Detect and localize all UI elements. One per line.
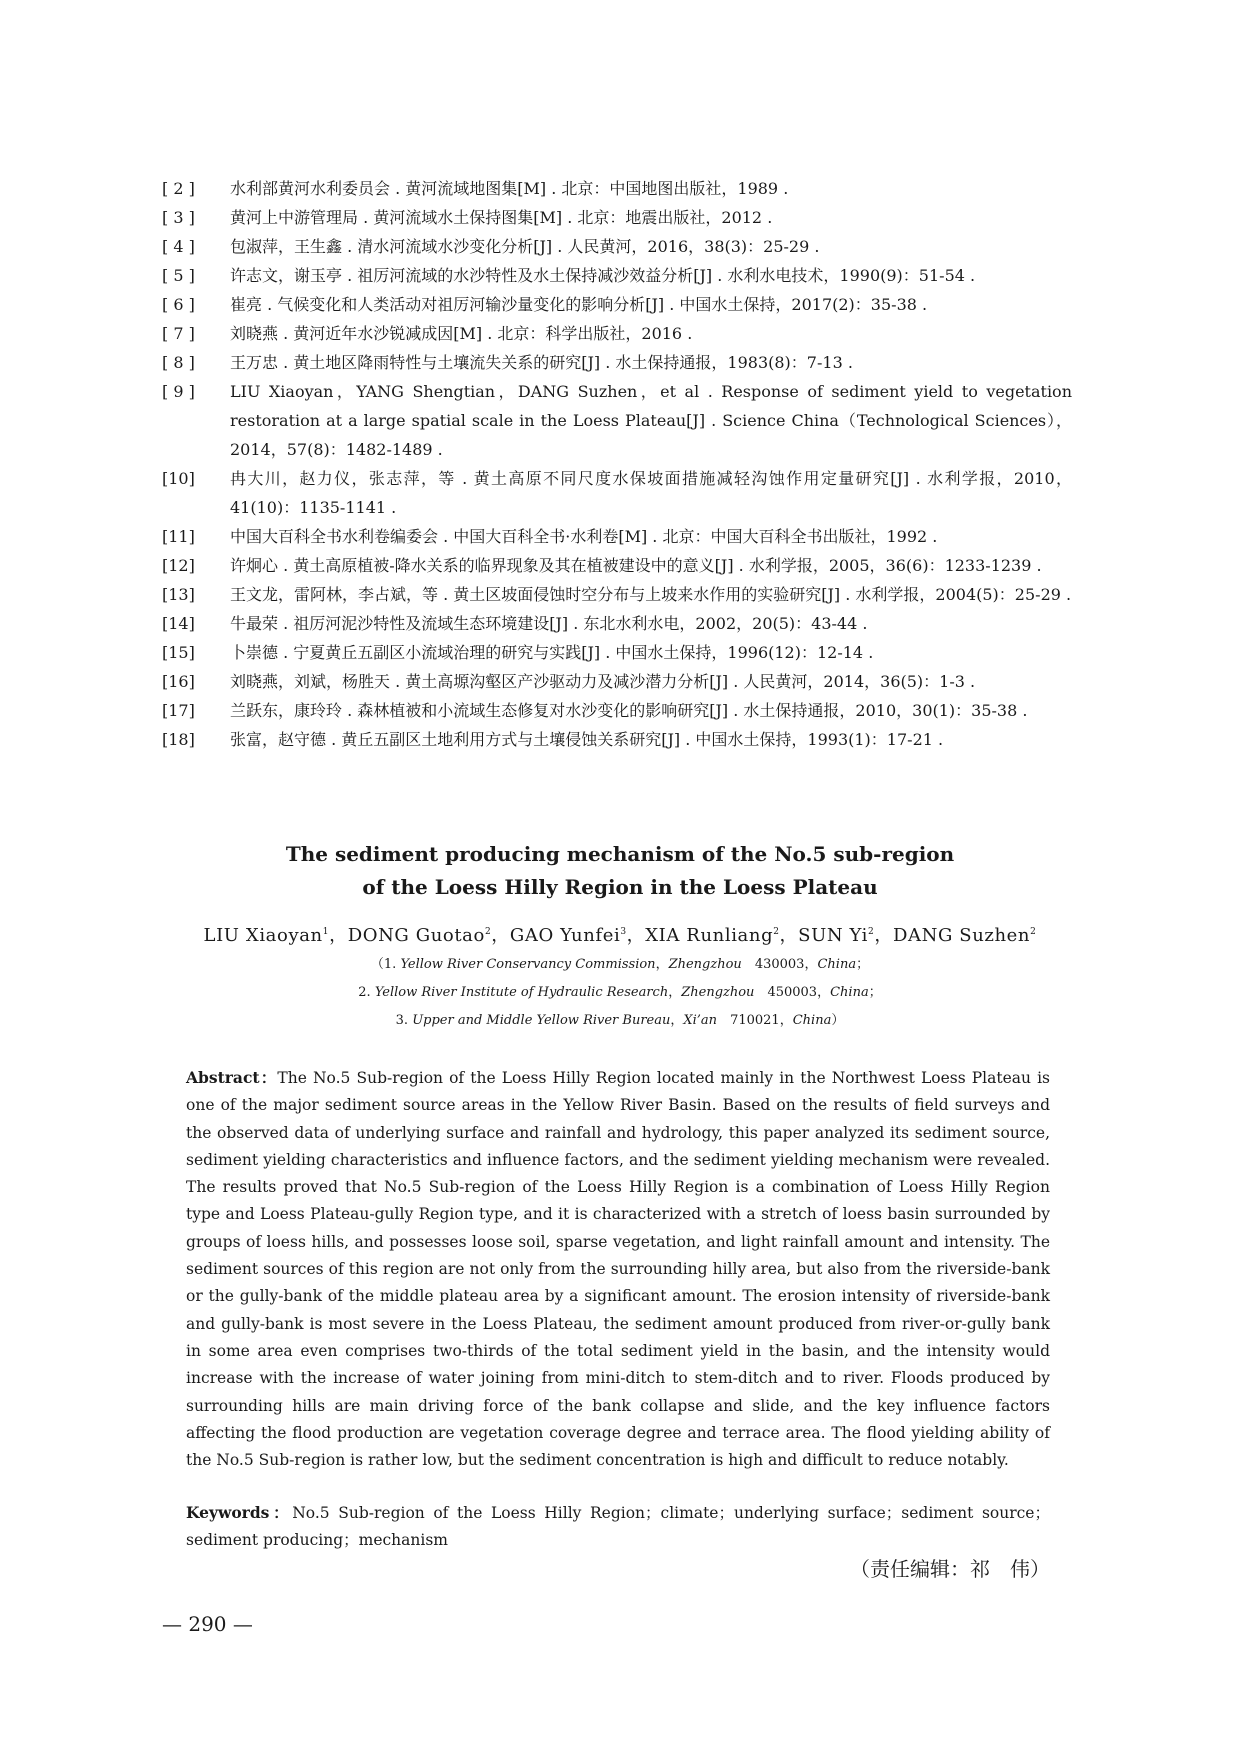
reference-text: 王文龙，雷阿林，李占斌，等 . 黄土区坡面侵蚀时空分布与上坡来水作用的实验研究[J] . 水利学报，2004(5)：25-29 . bbox=[230, 585, 1072, 604]
reference-item bbox=[162, 174, 1072, 203]
affiliation-end: ） bbox=[831, 1013, 845, 1028]
affiliation-name: Upper and Middle Yellow River Bureau bbox=[412, 1013, 671, 1028]
affiliation-prefix: 2. bbox=[358, 985, 375, 1000]
reference-number: [ 2 ] bbox=[162, 179, 195, 198]
affiliation-name: Yellow River Conservancy Commission bbox=[400, 957, 656, 972]
reference-number: [ 4 ] bbox=[162, 237, 195, 256]
author-separator: ， bbox=[779, 925, 799, 946]
reference-item bbox=[162, 522, 1072, 551]
reference-list bbox=[162, 174, 1072, 754]
author-affiliation-mark: 2 bbox=[773, 927, 780, 937]
author-affiliation-mark: 3 bbox=[620, 927, 627, 937]
english-title-line-1: The sediment producing mechanism of the No.5 sub-region bbox=[285, 842, 955, 866]
reference-number: [16] bbox=[162, 672, 195, 691]
author-separator: ， bbox=[626, 925, 646, 946]
affiliation-country: China bbox=[792, 1013, 832, 1028]
author-name: LIU Xiaoyan bbox=[203, 925, 323, 946]
author-list bbox=[0, 921, 1240, 947]
author-name: DANG Suzhen bbox=[892, 925, 1031, 946]
reference-item bbox=[162, 580, 1072, 609]
author-separator: ， bbox=[329, 925, 348, 946]
abstract-text: The No.5 Sub-region of the Loess Hilly Region located mainly in the Northwest Loess Plateau is one of the major sediment source areas in the Yellow River Basin. Based on the results of field surveys and the observed data of underlying surface and rainfall and hydrology, this paper analyzed its sediment source, sediment yielding characteristics and influence factors, and the sediment yielding mechanism were revealed. The results proved that No.5 Sub-region of the Loess Hilly Region is a combination of Loess Hilly Region type and Loess Plateau-gully Region type, and it is characterized with a stretch of loess basin surrounded by groups of loess hills, and possesses loose soil, sparse vegetation, and light rainfall amount and intensity. The sediment sources of this region are not only from the surrounding hilly area, but also from the riverside-bank or the gully-bank of the middle plateau area by a significant amount. The erosion intensity of riverside-bank and gully-bank is most severe in the Loess Plateau, the sediment amount produced from river-or-gully bank in some area even comprises two-thirds of the total sediment yield in the basin, and the intensity would increase with the increase of water joining from mini-ditch to stem-ditch and to river. Floods produced by surrounding hills are main driving force of the bank collapse and slide, and the key influence factors affecting the flood production are vegetation coverage degree and terrace area. The flood yielding ability of the No.5 Sub-region is rather low, but the sediment concentration is high and difficult to reduce notably. bbox=[186, 1069, 1050, 1470]
author-name: GAO Yunfei bbox=[509, 925, 621, 946]
reference-number: [10] bbox=[162, 469, 195, 488]
reference-text: 牛最荣 . 祖厉河泥沙特性及流域生态环境建设[J] . 东北水利水电，2002，20(5)：43-44 . bbox=[230, 614, 868, 633]
affiliation-city: Zhengzhou bbox=[668, 957, 742, 972]
english-title-line-2: of the Loess Hilly Region in the Loess Plateau bbox=[362, 875, 878, 899]
reference-text: 兰跃东，康玲玲 . 森林植被和小流域生态修复对水沙变化的影响研究[J] . 水土保持通报，2010，30(1)：35-38 . bbox=[230, 701, 1028, 720]
affiliation-city: Xi’an bbox=[683, 1013, 718, 1028]
affiliation-line: 2. Yellow River Institute of Hydraulic Research，Zhengzhou 450003，China； bbox=[358, 985, 882, 1000]
reference-item bbox=[162, 609, 1072, 638]
author-affiliation-mark: 2 bbox=[484, 927, 492, 937]
reference-number: [18] bbox=[162, 730, 195, 749]
reference-item bbox=[162, 348, 1072, 377]
affiliation-city: Zhengzhou bbox=[681, 985, 755, 1000]
reference-text: 包淑萍，王生鑫 . 清水河流域水沙变化分析[J] . 人民黄河，2016，38(3)：25-29 . bbox=[230, 237, 820, 256]
author-name: SUN Yi bbox=[798, 925, 869, 946]
affiliation-code: 430003 bbox=[754, 957, 805, 972]
reference-text: LIU Xiaoyan，YANG Shengtian，DANG Suzhen，et al . Response of sediment yield to vegetation restoration at a large spatial scale in the Loess Plateau[J] . Science China（Technological Sciences），2014，57(8)：1482-1489 . bbox=[230, 382, 1072, 459]
reference-text: 张富，赵守德 . 黄丘五副区土地利用方式与土壤侵蚀关系研究[J] . 中国水土保持，1993(1)：17-21 . bbox=[230, 730, 944, 749]
reference-text: 刘晓燕，刘斌，杨胜天 . 黄土高塬沟壑区产沙驱动力及减沙潜力分析[J] . 人民黄河，2014，36(5)：1-3 . bbox=[230, 672, 976, 691]
reference-text: 王万忠 . 黄土地区降雨特性与土壤流失关系的研究[J] . 水土保持通报，1983(8)：7-13 . bbox=[230, 353, 853, 372]
reference-text: 许志文，谢玉亭 . 祖厉河流域的水沙特性及水土保持减沙效益分析[J] . 水利水电技术，1990(9)：51-54 . bbox=[230, 266, 976, 285]
reference-text: 中国大百科全书水利卷编委会 . 中国大百科全书·水利卷[M] . 北京：中国大百科全书出版社，1992 . bbox=[230, 527, 938, 546]
reference-number: [15] bbox=[162, 643, 195, 662]
author-separator: ， bbox=[491, 925, 510, 946]
reference-text: 崔亮 . 气候变化和人类活动对祖厉河输沙量变化的影响分析[J] . 中国水土保持，2017(2)：35-38 . bbox=[230, 295, 928, 314]
keywords bbox=[186, 1499, 1050, 1555]
reference-item bbox=[162, 203, 1072, 232]
affiliation-name: Yellow River Institute of Hydraulic Research bbox=[374, 985, 669, 1000]
reference-number: [14] bbox=[162, 614, 195, 633]
reference-item bbox=[162, 667, 1072, 696]
reference-number: [17] bbox=[162, 701, 195, 720]
reference-item bbox=[162, 551, 1072, 580]
affiliation-code: 450003 bbox=[767, 985, 818, 1000]
affiliation-country: China bbox=[817, 957, 857, 972]
reference-number: [11] bbox=[162, 527, 195, 546]
reference-item bbox=[162, 261, 1072, 290]
affiliation-prefix: 3. bbox=[395, 1013, 413, 1028]
reference-number: [ 3 ] bbox=[162, 208, 195, 227]
reference-text: 刘晓燕 . 黄河近年水沙锐减成因[M] . 北京：科学出版社，2016 . bbox=[230, 324, 693, 343]
affiliation-line: （1. Yellow River Conservancy Commission，Zhengzhou 430003，China； bbox=[370, 957, 870, 972]
abstract-label: Abstract： bbox=[186, 1068, 278, 1087]
affiliation-list bbox=[0, 951, 1240, 1035]
author-name: XIA Runliang bbox=[645, 925, 774, 946]
author-separator: ， bbox=[874, 925, 893, 946]
reference-number: [12] bbox=[162, 556, 195, 575]
affiliation-prefix: （1. bbox=[370, 957, 401, 972]
reference-item bbox=[162, 319, 1072, 348]
author-affiliation-mark: 1 bbox=[322, 927, 330, 937]
reference-text: 卜崇德 . 宁夏黄丘五副区小流域治理的研究与实践[J] . 中国水土保持，1996(12)：12-14 . bbox=[230, 643, 874, 662]
reference-text: 许炯心 . 黄土高原植被-降水关系的临界现象及其在植被建设中的意义[J] . 水利学报，2005，36(6)：1233-1239 . bbox=[230, 556, 1042, 575]
affiliation-country: China bbox=[830, 985, 869, 1000]
affiliation-line: 3. Upper and Middle Yellow River Bureau，Xi’an 710021，China） bbox=[395, 1013, 845, 1028]
page-number: — 290 — bbox=[162, 1612, 253, 1636]
reference-text: 黄河上中游管理局 . 黄河流域水土保持图集[M] . 北京：地震出版社，2012 . bbox=[230, 208, 773, 227]
reference-text: 冉大川，赵力仪，张志萍，等 . 黄土高原不同尺度水保坡面措施减轻沟蚀作用定量研究[J] . 水利学报，2010，41(10)：1135-1141 . bbox=[230, 469, 1072, 517]
keywords-text: No.5 Sub-region of the Loess Hilly Region；climate；underlying surface；sediment source；sediment producing；mechanism bbox=[186, 1504, 1050, 1550]
reference-number: [ 8 ] bbox=[162, 353, 195, 372]
reference-number: [ 5 ] bbox=[162, 266, 195, 285]
reference-text: 水利部黄河水利委员会 . 黄河流域地图集[M] . 北京：中国地图出版社，1989 . bbox=[230, 179, 789, 198]
responsible-editor: （责任编辑：祁 伟） bbox=[850, 1557, 1050, 1581]
author-name: DONG Guotao bbox=[347, 925, 485, 946]
reference-number: [ 7 ] bbox=[162, 324, 195, 343]
affiliation-end: ； bbox=[868, 985, 882, 1000]
reference-number: [ 9 ] bbox=[162, 382, 195, 401]
reference-item bbox=[162, 638, 1072, 667]
reference-item bbox=[162, 232, 1072, 261]
author-affiliation-mark: 2 bbox=[868, 927, 875, 937]
reference-number: [ 6 ] bbox=[162, 295, 195, 314]
reference-number: [13] bbox=[162, 585, 195, 604]
abstract bbox=[186, 1064, 1050, 1474]
reference-item bbox=[162, 725, 1072, 754]
reference-item bbox=[162, 290, 1072, 319]
reference-item bbox=[162, 464, 1072, 522]
keywords-label: Keywords： bbox=[186, 1503, 293, 1522]
affiliation-end: ； bbox=[856, 957, 870, 972]
affiliation-code: 710021 bbox=[730, 1013, 780, 1028]
reference-item bbox=[162, 377, 1072, 464]
reference-item bbox=[162, 696, 1072, 725]
english-title bbox=[0, 838, 1240, 904]
author-affiliation-mark: 2 bbox=[1030, 927, 1037, 937]
